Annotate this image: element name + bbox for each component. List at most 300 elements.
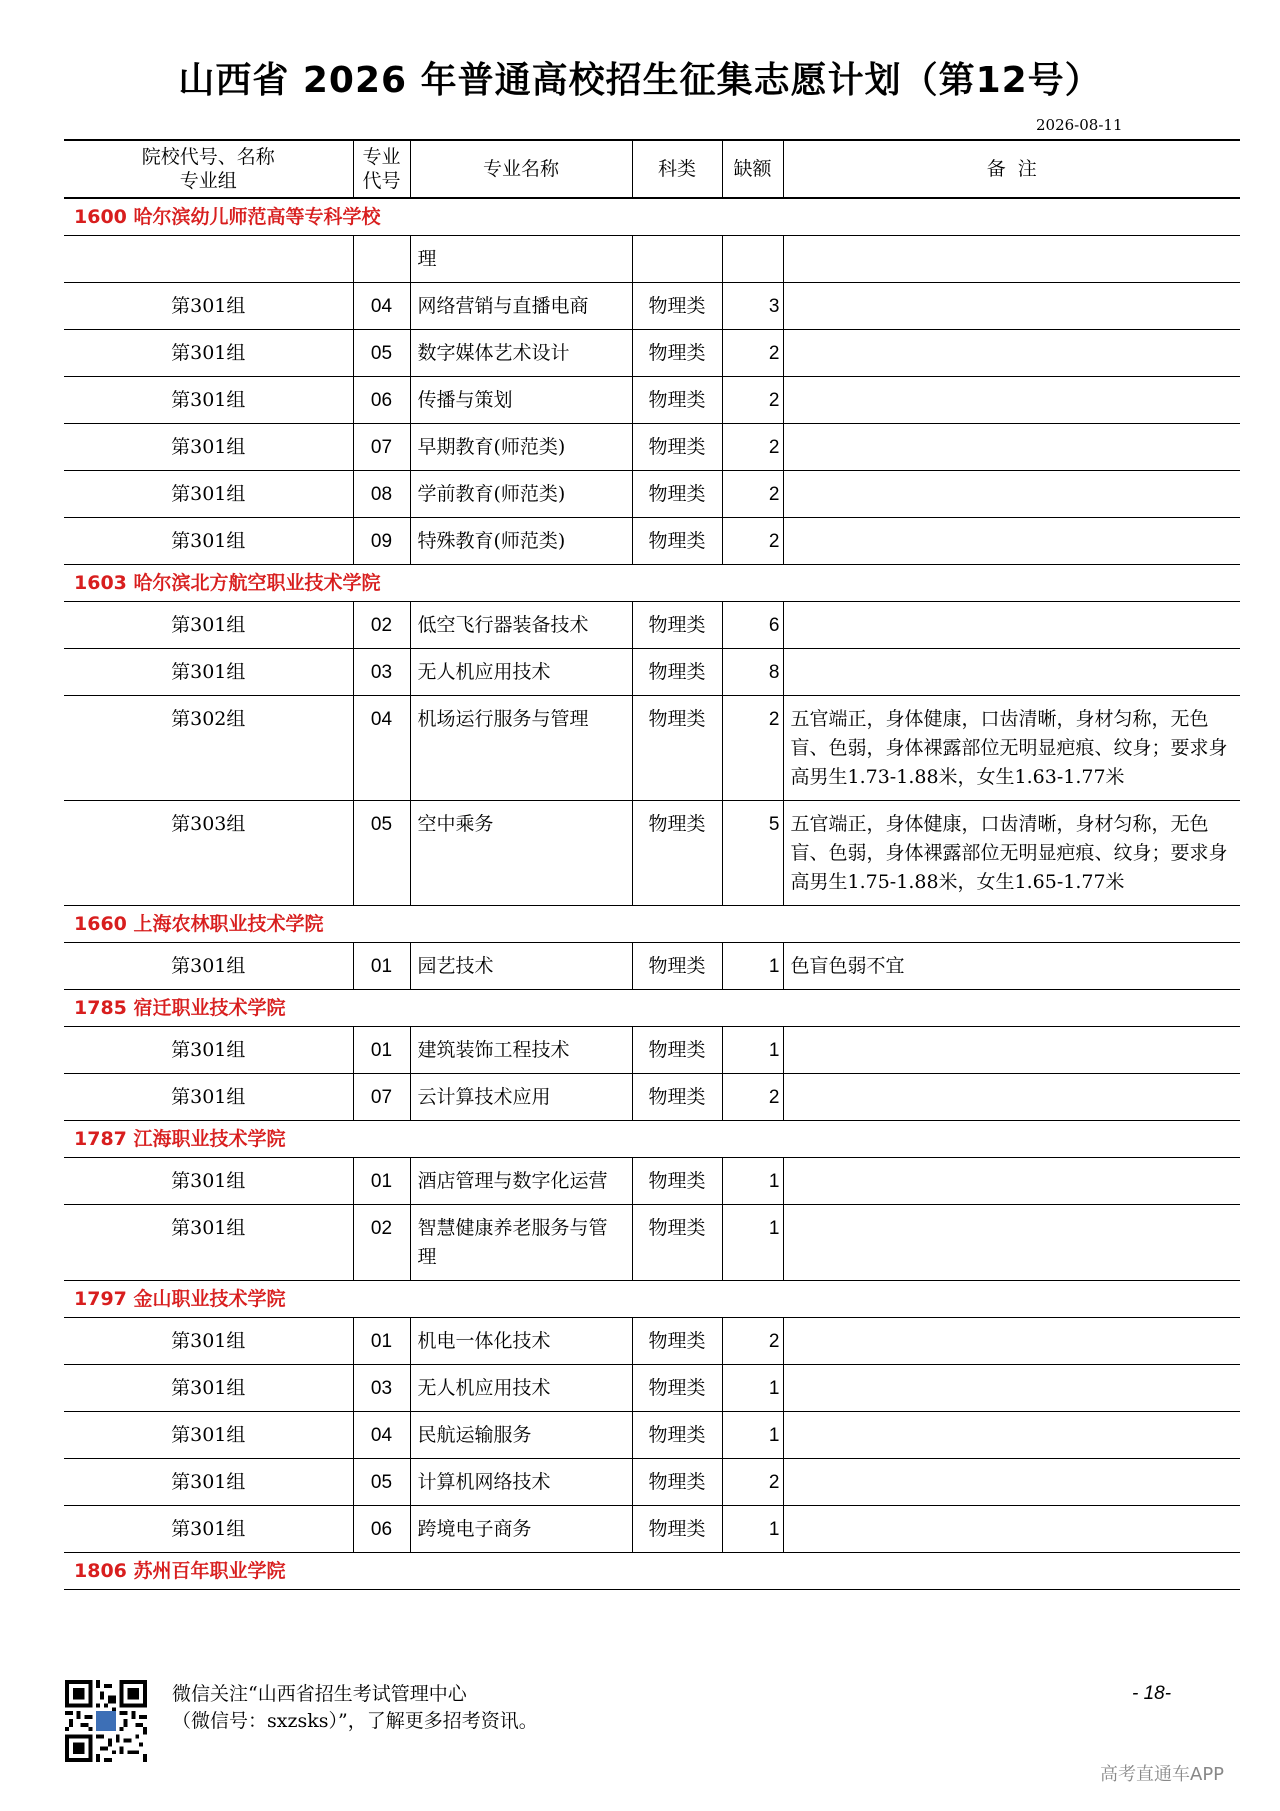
major-code-cell	[353, 602, 410, 649]
major-code-cell-text: 01	[370, 1171, 393, 1192]
major-name-cell-text: 无人机应用技术	[417, 1377, 551, 1399]
header-note: 备 注	[783, 140, 1240, 198]
category-cell	[632, 602, 722, 649]
group-cell	[64, 1412, 353, 1459]
group-cell-text: 第301组	[171, 1039, 246, 1061]
category-cell	[632, 1506, 722, 1553]
group-cell	[64, 424, 353, 471]
table-row	[64, 1459, 1240, 1506]
major-name-cell	[410, 424, 632, 471]
note-cell	[783, 801, 1240, 906]
major-name-cell	[410, 471, 632, 518]
quota-cell-text: 2	[768, 343, 780, 364]
group-cell	[64, 1205, 353, 1281]
quota-cell-text: 1	[768, 1218, 780, 1239]
group-cell	[64, 1365, 353, 1412]
table-row	[64, 1506, 1240, 1553]
group-cell	[64, 1318, 353, 1365]
page-title: 山西省 2026 年普通高校招生征集志愿计划（第12号）	[178, 60, 1102, 101]
school-header-row	[64, 990, 1240, 1027]
quota-cell	[722, 1205, 783, 1281]
group-cell-text: 第301组	[171, 1217, 246, 1239]
header-code-line1: 专业	[362, 146, 401, 168]
major-name-cell	[410, 236, 632, 283]
major-code-cell	[353, 943, 410, 990]
category-cell-text: 物理类	[648, 661, 706, 683]
major-name-cell	[410, 1506, 632, 1553]
group-cell-text: 第301组	[171, 1471, 246, 1493]
school-name-text: 1787 江海职业技术学院	[74, 1127, 286, 1150]
note-cell-text	[784, 424, 1241, 441]
enrollment-table	[64, 139, 1240, 1590]
group-cell-text: 第301组	[171, 1377, 246, 1399]
major-name-cell-text: 低空飞行器装备技术	[417, 614, 589, 636]
qr-code-icon	[65, 1680, 147, 1762]
group-cell	[64, 1158, 353, 1205]
major-code-cell-text	[354, 236, 410, 253]
group-cell-text: 第301组	[171, 295, 246, 317]
note-cell-text	[784, 236, 1241, 253]
category-cell-text: 物理类	[648, 389, 706, 411]
major-name-cell	[410, 1158, 632, 1205]
major-name-cell	[410, 602, 632, 649]
note-cell	[783, 1459, 1240, 1506]
quota-cell-text: 1	[768, 1378, 780, 1399]
major-name-cell	[410, 283, 632, 330]
major-name-cell-text: 智慧健康养老服务与管理	[417, 1217, 608, 1268]
major-code-cell	[353, 1506, 410, 1553]
category-cell-text: 物理类	[648, 295, 706, 317]
category-cell	[632, 236, 722, 283]
table-row	[64, 649, 1240, 696]
major-code-cell-text: 02	[370, 615, 393, 636]
school-name	[64, 565, 1240, 602]
major-code-cell-text: 01	[370, 956, 393, 977]
school-name-text: 1806 苏州百年职业学院	[74, 1559, 286, 1582]
note-cell-text	[784, 1074, 1241, 1091]
major-code-cell-text: 08	[370, 484, 393, 505]
header-quota: 缺额	[722, 140, 783, 198]
note-cell	[783, 1074, 1240, 1121]
major-code-cell-text: 04	[370, 1425, 393, 1446]
category-cell	[632, 471, 722, 518]
category-cell-text: 物理类	[648, 1518, 706, 1540]
school-header-row	[64, 1553, 1240, 1590]
table-row	[64, 696, 1240, 801]
group-cell	[64, 649, 353, 696]
category-cell	[632, 696, 722, 801]
category-cell-text: 物理类	[648, 1170, 706, 1192]
group-cell-text: 第301组	[171, 955, 246, 977]
major-name-cell-text: 园艺技术	[417, 955, 494, 977]
category-cell	[632, 801, 722, 906]
note-cell-text: 五官端正，身体健康，口齿清晰，身材匀称，无色盲、色弱，身体裸露部位无明显疤痕、纹身；要求身高男生1.73-1.88米，女生1.63-1.77米	[790, 708, 1228, 788]
major-name-cell-text: 传播与策划	[417, 389, 513, 411]
major-code-cell-text: 06	[370, 1519, 393, 1540]
footer-wechat-note	[172, 1681, 538, 1735]
note-cell	[783, 1027, 1240, 1074]
major-code-cell	[353, 236, 410, 283]
header-category: 科类	[632, 140, 722, 198]
quota-cell	[722, 471, 783, 518]
major-name-cell	[410, 649, 632, 696]
table-row	[64, 1027, 1240, 1074]
major-code-cell-text: 07	[370, 437, 393, 458]
category-cell	[632, 1158, 722, 1205]
note-cell-text	[784, 1365, 1241, 1382]
major-code-cell	[353, 1158, 410, 1205]
note-cell	[783, 377, 1240, 424]
note-cell	[783, 1365, 1240, 1412]
quota-cell-text: 2	[768, 709, 780, 730]
group-cell-text: 第301组	[171, 389, 246, 411]
major-code-cell-text: 03	[370, 662, 393, 683]
major-name-cell-text: 特殊教育(师范类)	[417, 530, 566, 552]
table-row	[64, 602, 1240, 649]
major-name-cell-text: 机场运行服务与管理	[417, 708, 589, 730]
group-cell	[64, 283, 353, 330]
table-row	[64, 1158, 1240, 1205]
school-header-row	[64, 1121, 1240, 1158]
category-cell	[632, 943, 722, 990]
group-cell	[64, 1506, 353, 1553]
table-row	[64, 1074, 1240, 1121]
quota-cell-text: 1	[768, 1040, 780, 1061]
note-cell-text: 色盲色弱不宜	[790, 955, 905, 977]
note-cell-text	[784, 471, 1241, 488]
table-row	[64, 377, 1240, 424]
school-name-text: 1660 上海农林职业技术学院	[74, 912, 324, 935]
group-cell-text: 第301组	[171, 661, 246, 683]
quota-cell-text: 3	[768, 296, 780, 317]
major-code-cell	[353, 1412, 410, 1459]
group-cell-text: 第301组	[171, 342, 246, 364]
group-cell	[64, 801, 353, 906]
major-code-cell-text: 04	[370, 296, 393, 317]
category-cell-text: 物理类	[648, 1377, 706, 1399]
quota-cell-text: 2	[768, 1087, 780, 1108]
quota-cell	[722, 377, 783, 424]
category-cell	[632, 1412, 722, 1459]
major-code-cell-text: 05	[370, 343, 393, 364]
note-cell	[783, 424, 1240, 471]
major-code-cell	[353, 1365, 410, 1412]
note-cell-text	[784, 1459, 1241, 1476]
major-code-cell	[353, 1074, 410, 1121]
category-cell	[632, 518, 722, 565]
quota-cell	[722, 283, 783, 330]
quota-cell-text: 8	[768, 662, 780, 683]
group-cell	[64, 1074, 353, 1121]
major-code-cell	[353, 471, 410, 518]
category-cell-text: 物理类	[648, 1424, 706, 1446]
group-cell	[64, 236, 353, 283]
school-name-text: 1785 宿迁职业技术学院	[74, 996, 286, 1019]
school-name	[64, 990, 1240, 1027]
school-name	[64, 1281, 1240, 1318]
major-code-cell-text: 05	[370, 1472, 393, 1493]
category-cell	[632, 424, 722, 471]
quota-cell	[722, 1318, 783, 1365]
note-cell-text	[784, 377, 1241, 394]
major-code-cell	[353, 1459, 410, 1506]
category-cell	[632, 1365, 722, 1412]
table-row	[64, 1318, 1240, 1365]
note-cell-text	[784, 1506, 1241, 1523]
category-cell-text: 物理类	[648, 483, 706, 505]
category-cell-text: 物理类	[648, 436, 706, 458]
category-cell-text: 物理类	[648, 614, 706, 636]
header-major: 专业名称	[410, 140, 632, 198]
note-cell	[783, 283, 1240, 330]
header-code	[353, 140, 410, 198]
note-cell	[783, 1318, 1240, 1365]
page-number: - 18-	[1132, 1683, 1172, 1704]
major-code-cell-text: 02	[370, 1218, 393, 1239]
school-header-row	[64, 906, 1240, 943]
table-row	[64, 424, 1240, 471]
group-cell-text: 第301组	[171, 614, 246, 636]
table-row	[64, 801, 1240, 906]
school-name	[64, 1553, 1240, 1590]
note-cell	[783, 518, 1240, 565]
major-name-cell	[410, 943, 632, 990]
quota-cell-text: 1	[768, 956, 780, 977]
major-code-cell	[353, 1318, 410, 1365]
school-header-row	[64, 565, 1240, 602]
quota-cell-text: 5	[768, 814, 780, 835]
category-cell-text: 物理类	[648, 1471, 706, 1493]
major-code-cell	[353, 283, 410, 330]
major-name-cell	[410, 1318, 632, 1365]
quota-cell-text: 2	[768, 390, 780, 411]
major-name-cell	[410, 1412, 632, 1459]
major-name-cell-text: 计算机网络技术	[417, 1471, 551, 1493]
group-cell-text: 第301组	[171, 436, 246, 458]
note-cell	[783, 1506, 1240, 1553]
enrollment-table-container	[64, 139, 1240, 1590]
school-name-text: 1603 哈尔滨北方航空职业技术学院	[74, 571, 381, 594]
note-cell	[783, 943, 1240, 990]
major-code-cell	[353, 696, 410, 801]
note-cell-text	[784, 283, 1241, 300]
major-code-cell-text: 05	[370, 814, 393, 835]
group-cell	[64, 1459, 353, 1506]
group-cell	[64, 1027, 353, 1074]
major-name-cell	[410, 1459, 632, 1506]
group-cell-text: 第301组	[171, 1518, 246, 1540]
table-row	[64, 330, 1240, 377]
major-code-cell-text: 01	[370, 1331, 393, 1352]
quota-cell	[722, 518, 783, 565]
note-cell-text	[784, 1318, 1241, 1335]
note-cell-text	[784, 1027, 1241, 1044]
group-cell-text: 第301组	[171, 530, 246, 552]
major-name-cell	[410, 1027, 632, 1074]
major-name-cell-text: 数字媒体艺术设计	[417, 342, 570, 364]
major-code-cell-text: 04	[370, 709, 393, 730]
major-code-cell-text: 03	[370, 1378, 393, 1399]
group-cell-text: 第301组	[171, 483, 246, 505]
major-name-cell	[410, 1205, 632, 1281]
group-cell	[64, 696, 353, 801]
school-header-row	[64, 1281, 1240, 1318]
group-cell	[64, 602, 353, 649]
quota-cell	[722, 1158, 783, 1205]
quota-cell-text: 2	[768, 531, 780, 552]
major-code-cell	[353, 330, 410, 377]
quota-cell-text: 2	[768, 1472, 780, 1493]
major-name-cell-text: 理	[417, 248, 437, 270]
category-cell-text	[633, 236, 722, 253]
quota-cell-text: 2	[768, 437, 780, 458]
table-row	[64, 1365, 1240, 1412]
major-code-cell	[353, 518, 410, 565]
note-cell-text	[784, 1412, 1241, 1429]
category-cell-text: 物理类	[648, 1217, 706, 1239]
group-cell-text: 第301组	[171, 1330, 246, 1352]
quota-cell	[722, 1506, 783, 1553]
quota-cell-text: 6	[768, 615, 780, 636]
school-name	[64, 906, 1240, 943]
quota-cell	[722, 236, 783, 283]
quota-cell-text: 1	[768, 1171, 780, 1192]
school-name-text: 1797 金山职业技术学院	[74, 1287, 286, 1310]
category-cell	[632, 1318, 722, 1365]
table-row	[64, 1412, 1240, 1459]
table-header-row	[64, 140, 1240, 198]
major-name-cell	[410, 1074, 632, 1121]
note-cell-text	[784, 602, 1241, 619]
group-cell	[64, 943, 353, 990]
note-cell	[783, 471, 1240, 518]
category-cell-text: 物理类	[648, 813, 706, 835]
note-cell-text: 五官端正，身体健康，口齿清晰，身材匀称，无色盲、色弱，身体裸露部位无明显疤痕、纹身；要求身高男生1.75-1.88米，女生1.65-1.77米	[790, 813, 1228, 893]
quota-cell	[722, 330, 783, 377]
note-cell	[783, 696, 1240, 801]
category-cell-text: 物理类	[648, 955, 706, 977]
group-cell-text: 第301组	[171, 1170, 246, 1192]
quota-cell	[722, 424, 783, 471]
category-cell-text: 物理类	[648, 1330, 706, 1352]
major-code-cell	[353, 649, 410, 696]
quota-cell	[722, 602, 783, 649]
quota-cell	[722, 1459, 783, 1506]
major-name-cell-text: 建筑装饰工程技术	[417, 1039, 570, 1061]
major-name-cell-text: 民航运输服务	[417, 1424, 532, 1446]
school-name	[64, 1121, 1240, 1158]
header-group-line2: 专业组	[179, 170, 237, 192]
category-cell-text: 物理类	[648, 708, 706, 730]
quota-cell	[722, 943, 783, 990]
group-cell-text: 第303组	[171, 813, 246, 835]
major-name-cell-text: 早期教育(师范类)	[417, 436, 566, 458]
category-cell	[632, 1205, 722, 1281]
category-cell	[632, 1027, 722, 1074]
major-code-cell	[353, 801, 410, 906]
school-name-text: 1600 哈尔滨幼儿师范高等专科学校	[74, 205, 381, 228]
table-row	[64, 518, 1240, 565]
major-name-cell-text: 网络营销与直播电商	[417, 295, 589, 317]
quota-cell	[722, 1027, 783, 1074]
quota-cell-text: 2	[768, 1331, 780, 1352]
category-cell	[632, 330, 722, 377]
table-row	[64, 236, 1240, 283]
header-code-line2: 代号	[362, 170, 401, 192]
major-name-cell-text: 空中乘务	[417, 813, 494, 835]
category-cell-text: 物理类	[648, 1086, 706, 1108]
note-cell	[783, 1412, 1240, 1459]
major-code-cell	[353, 377, 410, 424]
category-cell	[632, 377, 722, 424]
header-group	[64, 140, 353, 198]
note-cell-text	[784, 330, 1241, 347]
major-name-cell	[410, 377, 632, 424]
quota-cell-text: 2	[768, 484, 780, 505]
group-cell-text: 第301组	[171, 1424, 246, 1446]
major-name-cell-text: 无人机应用技术	[417, 661, 551, 683]
major-name-cell-text: 学前教育(师范类)	[417, 483, 566, 505]
major-name-cell	[410, 801, 632, 906]
table-row	[64, 943, 1240, 990]
category-cell-text: 物理类	[648, 1039, 706, 1061]
note-cell-text	[784, 1158, 1241, 1175]
note-cell	[783, 1205, 1240, 1281]
school-header-row	[64, 198, 1240, 236]
note-cell	[783, 602, 1240, 649]
major-code-cell-text: 09	[370, 531, 393, 552]
major-name-cell-text: 云计算技术应用	[417, 1086, 551, 1108]
school-name	[64, 198, 1240, 236]
header-group-line1: 院校代号、名称	[141, 146, 275, 168]
note-cell-text	[784, 1205, 1241, 1222]
quota-cell	[722, 1365, 783, 1412]
group-cell-text: 第301组	[171, 1086, 246, 1108]
group-cell-text: 第302组	[171, 708, 246, 730]
app-watermark: 高考直通车APP	[1100, 1764, 1225, 1785]
quota-cell	[722, 649, 783, 696]
major-name-cell-text: 跨境电子商务	[417, 1518, 532, 1540]
table-row	[64, 1205, 1240, 1281]
category-cell-text: 物理类	[648, 530, 706, 552]
category-cell	[632, 283, 722, 330]
major-name-cell-text: 机电一体化技术	[417, 1330, 551, 1352]
category-cell	[632, 1459, 722, 1506]
note-cell	[783, 236, 1240, 283]
major-code-cell	[353, 1027, 410, 1074]
table-row	[64, 471, 1240, 518]
major-code-cell-text: 07	[370, 1087, 393, 1108]
group-cell	[64, 377, 353, 424]
category-cell	[632, 649, 722, 696]
group-cell	[64, 471, 353, 518]
major-name-cell	[410, 518, 632, 565]
major-name-cell-text: 酒店管理与数字化运营	[417, 1170, 608, 1192]
major-code-cell-text: 06	[370, 390, 393, 411]
major-name-cell	[410, 1365, 632, 1412]
major-name-cell	[410, 696, 632, 801]
note-cell-text	[784, 518, 1241, 535]
major-name-cell	[410, 330, 632, 377]
quota-cell-text	[723, 236, 783, 253]
note-cell	[783, 1158, 1240, 1205]
group-cell	[64, 330, 353, 377]
group-cell	[64, 518, 353, 565]
quota-cell-text: 1	[768, 1519, 780, 1540]
note-cell-text	[784, 649, 1241, 666]
major-code-cell-text: 01	[370, 1040, 393, 1061]
category-cell	[632, 1074, 722, 1121]
